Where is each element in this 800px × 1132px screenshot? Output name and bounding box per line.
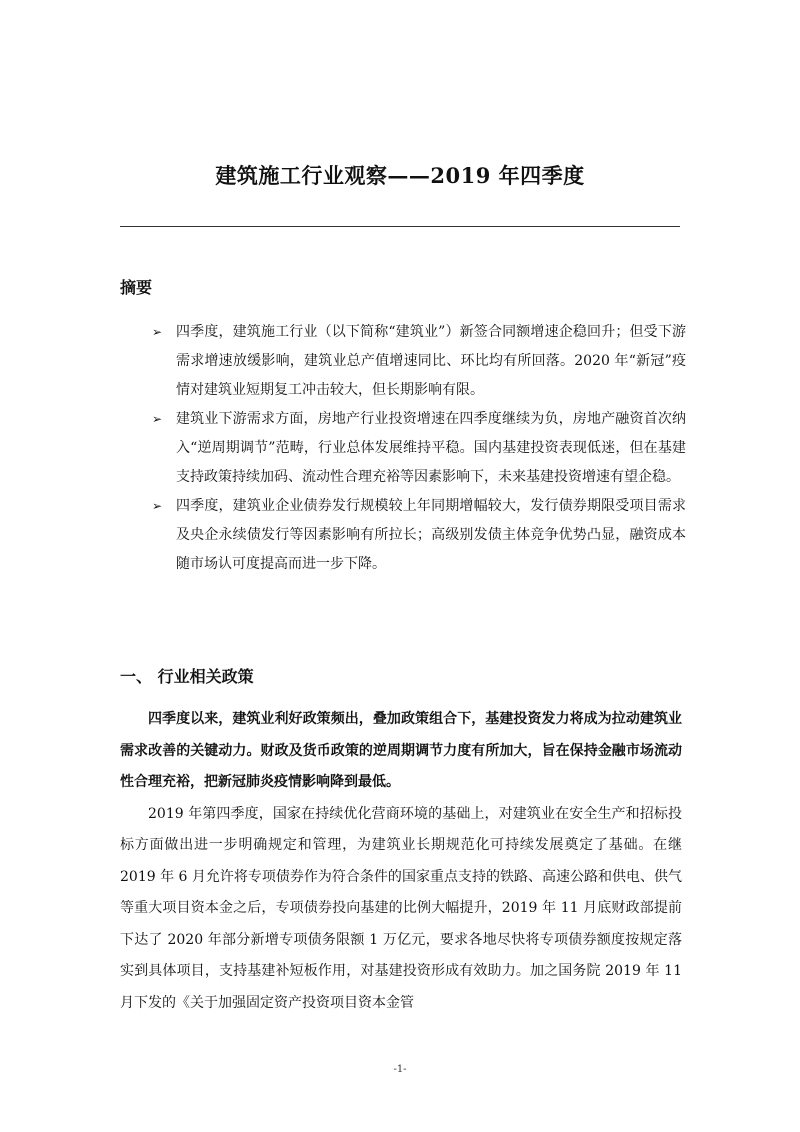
abstract-bullet: [152, 318, 686, 405]
abstract-heading: 摘要: [120, 278, 153, 297]
document-title: 建筑施工行业观察——2019 年四季度: [215, 163, 585, 188]
section-body: [120, 704, 682, 1019]
arrow-bullet-icon: ➢: [152, 412, 163, 426]
abstract-bullet-text: 四季度，建筑施工行业（以下简称“建筑业”）新签合同额增速企稳回升；但受下游需求增速放缓影响，建筑业总产值增速同比、环比均有所回落。2020 年“新冠”疫情对建筑业短期复工冲击较大，但长期影响有限。: [176, 324, 686, 398]
page-number: -1-: [393, 1064, 407, 1075]
section-paragraph: 2019 年第四季度，国家在持续优化营商环境的基础上，对建筑业在安全生产和招标投标方面做出进一步明确规定和管理，为建筑业长期规范化可持续发展奠定了基础。在继 2019 年 6 月允许将专项债券作为符合条件的国家重点支持的铁路、高速公路和供电、供气等重大项目资本金之后，专项债券投向基建的比例大幅提升，2019 年 11 月底财政部提前下达了 2020 年部分新增专项债务限额 1 万亿元，要求各地尽快将专项债券额度按规定落实到具体项目，支持基建补短板作用，对基建投资形成有效助力。加之国务院 2019 年 11 月下发的《关于加强固定资产投资项目资本金管: [120, 805, 682, 1011]
abstract-bullet: [152, 405, 686, 492]
abstract-bullet: [152, 492, 686, 579]
abstract-bullet-list: [152, 318, 686, 579]
section-heading: 一、 行业相关政策: [120, 667, 254, 686]
title-divider: [120, 226, 680, 227]
arrow-bullet-icon: ➢: [152, 499, 163, 513]
section-lead-paragraph: 四季度以来，建筑业利好政策频出，叠加政策组合下，基建投资发力将成为拉动建筑业需求改善的关键动力。财政及货币政策的逆周期调节力度有所加大，旨在保持金融市场流动性合理充裕，把新冠肺炎疫情影响降到最低。: [120, 711, 682, 790]
abstract-bullet-text: 建筑业下游需求方面，房地产行业投资增速在四季度继续为负，房地产融资首次纳入“逆周期调节”范畴，行业总体发展维持平稳。国内基建投资表现低迷，但在基建支持政策持续加码、流动性合理充裕等因素影响下，未来基建投资增速有望企稳。: [176, 411, 686, 485]
abstract-bullet-text: 四季度，建筑业企业债券发行规模较上年同期增幅较大，发行债券期限受项目需求及央企永续债发行等因素影响有所拉长；高级别发债主体竞争优势凸显，融资成本随市场认可度提高而进一步下降。: [176, 498, 686, 572]
arrow-bullet-icon: ➢: [152, 325, 163, 339]
